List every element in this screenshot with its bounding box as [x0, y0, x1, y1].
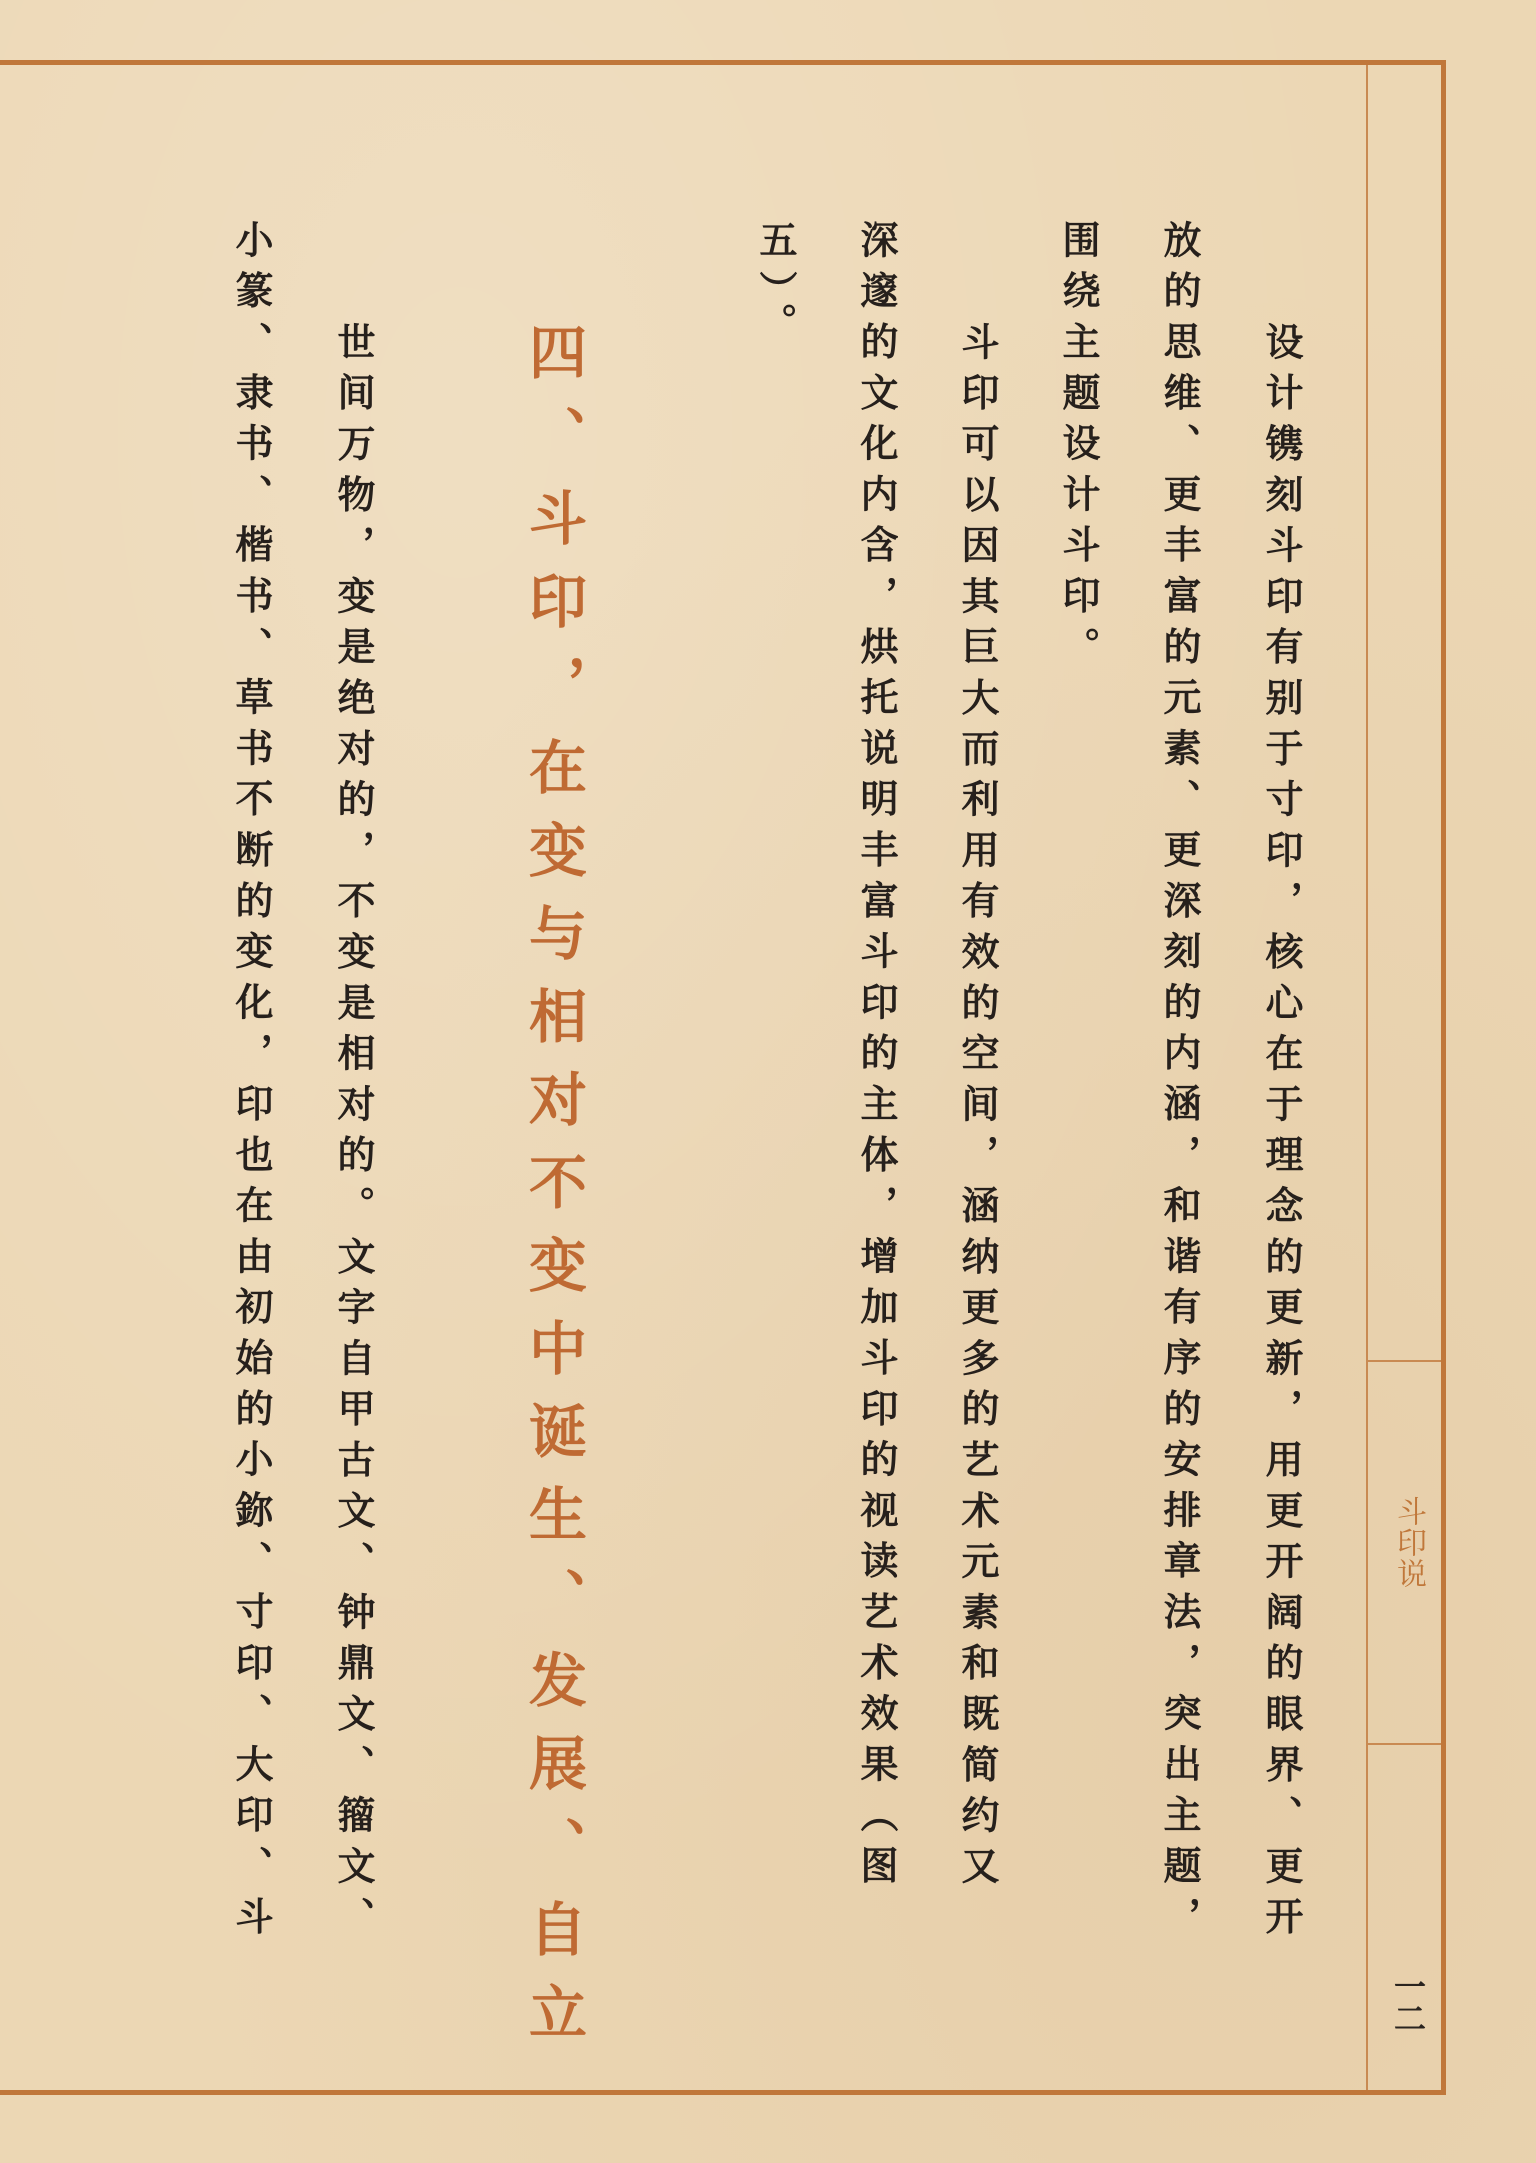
text-column: 五）。: [753, 220, 797, 354]
margin-separator-upper: [1368, 1360, 1441, 1362]
text-column: 斗印可以因其巨大而利用有效的空间，涵纳更多的艺术元素和既简约又: [955, 322, 999, 1897]
margin-separator-lower: [1368, 1743, 1441, 1745]
frame-right-border: [1441, 60, 1446, 2095]
text-column: 设计镌刻斗印有别于寸印，核心在于理念的更新，用更开阔的眼界、更开: [1259, 322, 1303, 1948]
text-column: 世间万物，变是绝对的，不变是相对的。文字自甲古文、钟鼎文、籀文、: [331, 322, 375, 1948]
margin-rule: [1366, 65, 1368, 2090]
frame-bottom-border: [0, 2090, 1446, 2095]
section-heading: 四、斗印，在变与相对不变中诞生、发展、自立: [519, 322, 587, 2065]
text-column: 小篆、隶书、楷书、草书不断的变化，印也在由初始的小鉨、寸印、大印、斗: [229, 220, 273, 1948]
frame-top-border: [0, 60, 1446, 65]
running-title: 斗印说: [1391, 1496, 1426, 1589]
text-column: 深邃的文化内含，烘托说明丰富斗印的主体，增加斗印的视读艺术效果（图: [854, 220, 898, 1897]
text-column: 围绕主题设计斗印。: [1056, 220, 1100, 678]
page-number: 一二: [1389, 1970, 1427, 2034]
text-column: 放的思维、更丰富的元素、更深刻的内涵，和谐有序的安排章法，突出主题，: [1157, 220, 1201, 1948]
